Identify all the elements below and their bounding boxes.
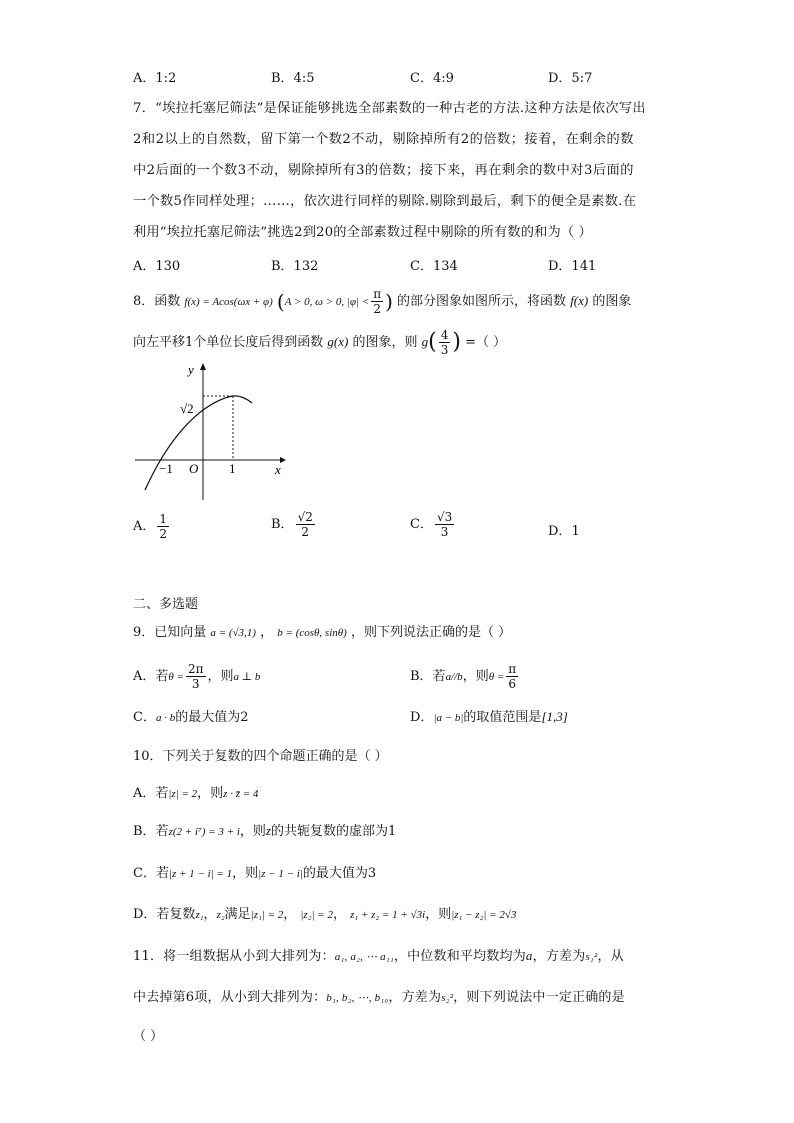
q10-stem: 10．下列关于复数的四个命题正确的是（ ）	[133, 749, 388, 764]
q8-line2-b: 的图象，则	[352, 335, 418, 350]
q8-condition: A > 0, ω > 0, |φ| <	[284, 296, 370, 308]
q6-option-a: A．1:2	[133, 71, 177, 86]
q11-line-1: 11．将一组数据从小到大排列为：a₁, a₂, ⋯ a₁₁，中位数和平均数均为a，方差为s₁²，从	[133, 948, 624, 964]
q8-line-1: 8．函数 f(x) = Acos(ωx + φ) (A > 0, ω > 0, |φ| < $\frac{\pi}{2}$ ) 的部分图象如图所示，将函数 f(x) 的图象	[133, 287, 632, 316]
q8-origin-label: O	[189, 461, 199, 476]
q8-neg1-label: −1	[159, 461, 173, 476]
q8-g-function: g(x)	[327, 334, 349, 349]
q8-graph	[130, 360, 290, 505]
q8-tail: 的图象	[592, 294, 632, 309]
q8-option-a: A． $\frac{1}{2}$	[133, 512, 168, 541]
q8-function: f(x) = Acos(ωx + φ)	[184, 296, 273, 308]
q11-line-2: 中去掉第6项，从小到大排列为：b₁, b₂, ⋯, b₁₀，方差为s₂²，则下列说法中一定正确的是	[133, 990, 625, 1005]
q7-option-c: C．134	[410, 259, 458, 274]
q11-line-3: （ ）	[133, 1029, 164, 1044]
q8-y-arrow	[200, 363, 206, 370]
q7-line-1: 7．“埃拉托塞尼筛法”是保证能够挑选全部素数的一种古老的方法.这种方法是依次写出	[133, 101, 646, 116]
q8-condition-frac: $\frac{\pi}{2}$	[373, 287, 382, 316]
q9-option-c: C．a · b的最大值为2	[133, 710, 249, 725]
q7-line-4: 一个数5作同样处理；……，依次进行同样的剔除.剔除到最后，剩下的便全是素数.在	[133, 194, 637, 209]
q7-option-b: B．132	[271, 259, 319, 274]
q6-option-b: B．4:5	[271, 71, 315, 86]
q8-sqrt2-label: √2	[180, 401, 194, 416]
q7-line-5: 利用“埃拉托塞尼筛法”挑选2到20的全部素数过程中剔除的所有数的和为（ ）	[133, 225, 593, 240]
q8-function-2: f(x)	[570, 293, 589, 308]
q10-option-d: D．若复数z₁，z₂满足|z₁| = 2， |z₂| = 2， z₁ + z₂ = 1 + √3i，则|z₁ − z₂| = 2√3	[133, 907, 517, 922]
q9-option-a: A．若θ = $\frac{2\pi}{3}$ ，则a ⊥ b	[133, 662, 261, 691]
q8-line2-a: 向左平移1个单位长度后得到函数	[133, 335, 324, 350]
q7-option-d: D．141	[548, 259, 597, 274]
section-multi-choice-title: 二、多选题	[133, 597, 199, 612]
q8-option-c: C． $\frac{√3}{3}$	[410, 510, 453, 539]
q9-option-d: D．|a − b|的取值范围是[1,3]	[410, 709, 568, 725]
q8-x-label: x	[275, 462, 281, 477]
q9-option-b: B．若a//b，则θ = $\frac{\pi}{6}$	[410, 662, 517, 691]
q9-stem: 9．已知向量 a = (√3,1) ， b = (cosθ, sinθ) ，则下列说法正确的是（ ）	[133, 625, 512, 640]
q8-option-b: B． $\frac{√2}{2}$	[271, 510, 313, 539]
q10-option-c: C．若|z + 1 − i| = 1，则|z − 1 − i|的最大值为3	[133, 866, 377, 881]
q9-vector-b: b = (cosθ, sinθ)	[277, 627, 347, 639]
q8-one-label: 1	[229, 461, 236, 476]
q9-vector-a: a = (√3,1)	[210, 627, 256, 639]
q8-g-arg: $\frac{4}{3}$	[440, 328, 449, 357]
q7-line-3: 中2后面的一个数3不动，剔除掉所有3的倍数；接下来，再在剩余的数中对3后面的	[133, 163, 634, 178]
q8-y-label: y	[188, 362, 194, 377]
q6-option-d: D．5:7	[548, 71, 593, 86]
q7-line-2: 2和2以上的自然数，留下第一个数2不动，剔除掉所有2的倍数；接着，在剩余的数	[133, 132, 634, 147]
q10-option-b: B．若z(2 + i⁷) = 3 + i，则z的共轭复数的虚部为1	[133, 823, 397, 839]
q8-x-arrow	[280, 457, 286, 463]
q8-line2-c: =（ ）	[465, 335, 507, 350]
q8-option-d: D．1	[548, 524, 580, 539]
q8-line-2: 向左平移1个单位长度后得到函数 g(x) 的图象，则 g( $\frac{4}{3}$ ) =（ ）	[133, 328, 507, 357]
q10-option-a: A．若|z| = 2，则z · z̄ = 4	[133, 786, 259, 801]
q7-option-a: A．130	[133, 259, 181, 274]
q8-prefix: 8．函数	[133, 294, 181, 309]
q6-option-c: C．4:9	[410, 71, 454, 86]
q8-mid-text: 的部分图象如图所示，将函数	[397, 294, 567, 309]
